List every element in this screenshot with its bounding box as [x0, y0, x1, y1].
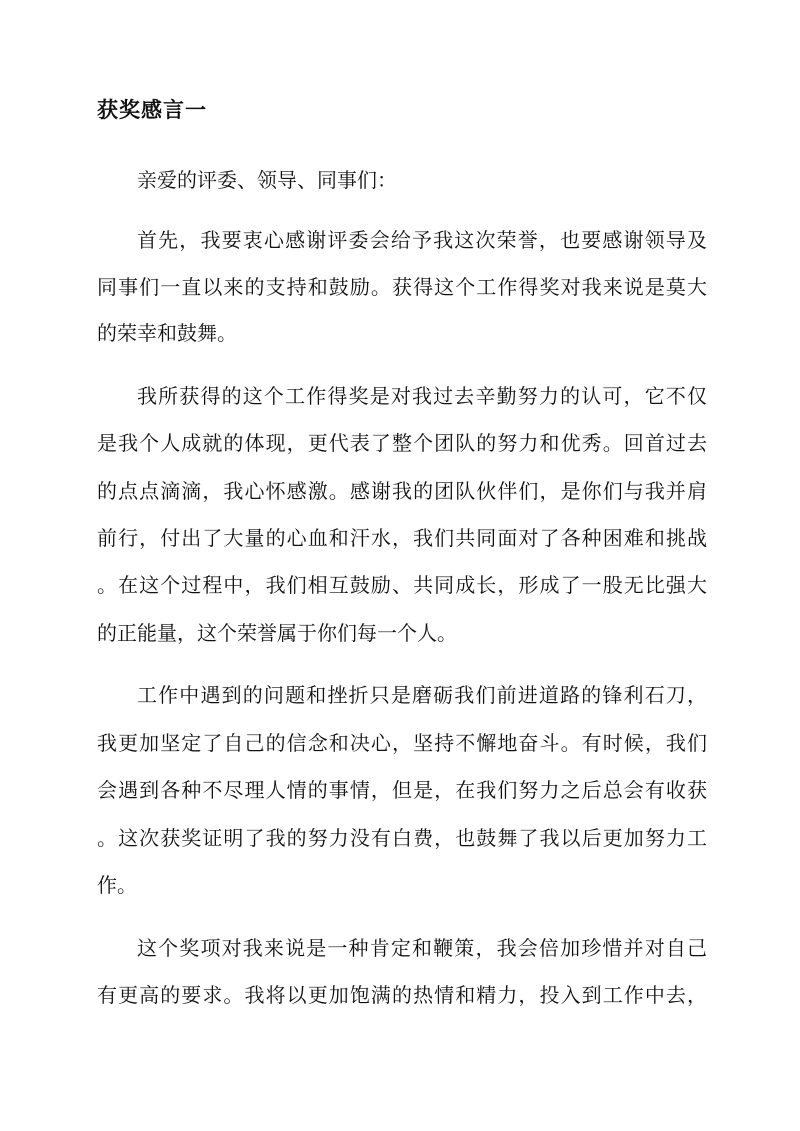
paragraph-line: 的正能量，这个荣誉属于你们每一个人。 — [97, 621, 457, 645]
paragraph-line: 前行，付出了大量的心血和汗水，我们共同面对了各种困难和挑战 — [97, 526, 707, 550]
paragraph-line: 的点点滴滴，我心怀感激。感谢我的团队伙伴们，是你们与我并肩 — [97, 479, 707, 503]
paragraph-line: 我所获得的这个工作得奖是对我过去辛勤努力的认可，它不仅 — [137, 384, 707, 408]
document-title: 获奖感言一 — [97, 97, 207, 122]
paragraph-line: 作。 — [97, 873, 137, 897]
paragraph-line: 我更加坚定了自己的信念和决心，坚持不懈地奋斗。有时候，我们 — [97, 731, 707, 755]
paragraph-line: 是我个人成就的体现，更代表了整个团队的努力和优秀。回首过去 — [97, 431, 707, 455]
paragraph-line: 这个奖项对我来说是一种肯定和鞭策，我会倍加珍惜并对自己 — [137, 936, 707, 960]
salutation-line: 亲爱的评委、领导、同事们： — [137, 168, 397, 192]
paragraph-line: 工作中遇到的问题和挫折只是磨砺我们前进道路的锋利石刀， — [137, 683, 707, 707]
paragraph-line: 同事们一直以来的支持和鼓励。获得这个工作得奖对我来说是莫大 — [97, 275, 707, 299]
paragraph-line: 的荣幸和鼓舞。 — [97, 321, 237, 345]
paragraph-line: 。这次获奖证明了我的努力没有白费，也鼓舞了我以后更加努力工 — [97, 826, 707, 850]
paragraph-line: 会遇到各种不尽理人情的事情，但是，在我们努力之后总会有收获 — [97, 778, 707, 802]
paragraph-line: 有更高的要求。我将以更加饱满的热情和精力，投入到工作中去， — [97, 983, 707, 1007]
paragraph-line: 。在这个过程中，我们相互鼓励、共同成长，形成了一股无比强大 — [97, 573, 707, 597]
paragraph-line: 首先，我要衷心感谢评委会给予我这次荣誉，也要感谢领导及 — [137, 228, 707, 252]
